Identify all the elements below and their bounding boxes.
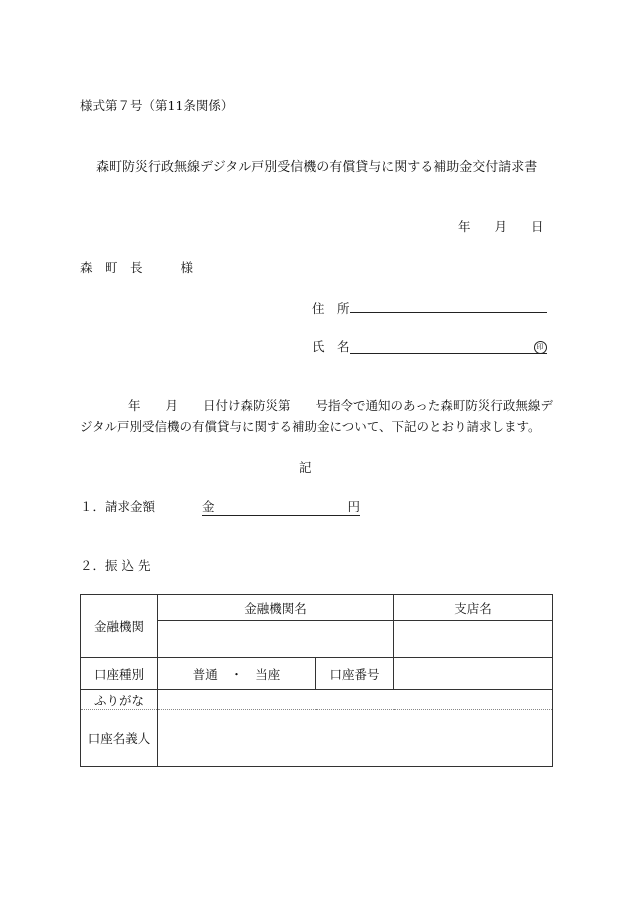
account-type-options[interactable]: 普通 ・ 当座 bbox=[158, 658, 316, 690]
account-holder-cell[interactable] bbox=[158, 710, 553, 767]
body-line-2: ジタル戸別受信機の有償貸与に関する補助金について、下記のとおり請求します。 bbox=[80, 419, 541, 434]
address-label: 住 所 bbox=[312, 301, 350, 316]
institution-name-header: 金融機関名 bbox=[158, 595, 394, 621]
date-day: 日 bbox=[531, 219, 544, 234]
date-month: 月 bbox=[494, 219, 508, 234]
bank-transfer-table bbox=[80, 594, 553, 767]
document-title: 森町防災行政無線デジタル戸別受信機の有償貸与に関する補助金交付請求書 bbox=[96, 160, 538, 175]
name-field[interactable] bbox=[350, 339, 547, 354]
item2-label: ２．振 込 先 bbox=[80, 558, 151, 573]
amount-prefix: 金 bbox=[202, 499, 215, 514]
furigana-cell[interactable] bbox=[158, 690, 553, 710]
institution-name-cell[interactable] bbox=[158, 621, 394, 658]
account-number-cell[interactable] bbox=[394, 658, 553, 690]
date-year: 年 bbox=[458, 219, 471, 234]
name-row bbox=[312, 337, 547, 355]
account-holder-label: 口座名義人 bbox=[81, 710, 158, 767]
ki-heading: 記 bbox=[299, 460, 312, 475]
item1-amount-row bbox=[202, 497, 360, 516]
name-label: 氏 名 bbox=[312, 339, 350, 354]
addressee-honorific: 様 bbox=[180, 260, 194, 275]
amount-unit: 円 bbox=[347, 499, 360, 514]
date-line bbox=[458, 217, 544, 235]
address-row bbox=[312, 298, 547, 317]
body-line-1: 年 月 日付け森防災第 号指令で通知のあった森町防災行政無線デ bbox=[128, 398, 553, 413]
address-field[interactable] bbox=[350, 298, 547, 313]
request-body bbox=[80, 395, 553, 437]
branch-name-header: 支店名 bbox=[394, 595, 553, 621]
item1-label: １．請求金額 bbox=[80, 499, 156, 514]
seal-mark: 印 bbox=[534, 341, 547, 354]
account-number-label: 口座番号 bbox=[316, 658, 394, 690]
addressee bbox=[80, 258, 193, 276]
account-type-label: 口座種別 bbox=[81, 658, 158, 690]
amount-field[interactable] bbox=[202, 497, 360, 516]
financial-institution-label: 金融機関 bbox=[81, 595, 158, 658]
furigana-label: ふりがな bbox=[81, 690, 158, 710]
form-number: 様式第７号（第11条関係） bbox=[80, 98, 234, 113]
branch-name-cell[interactable] bbox=[394, 621, 553, 658]
addressee-name: 森 町 長 bbox=[80, 260, 143, 275]
